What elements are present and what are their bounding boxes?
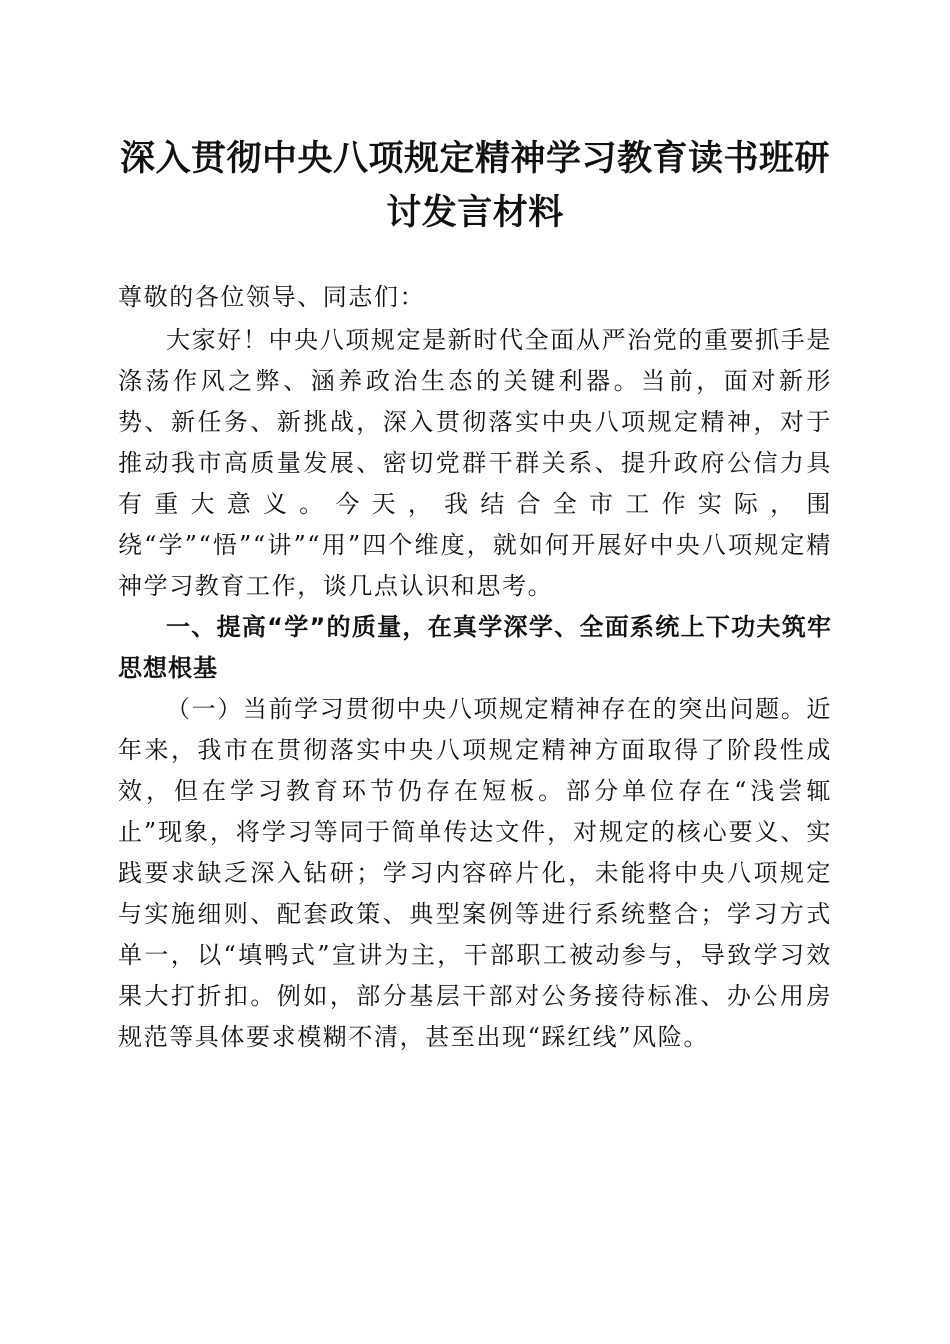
salutation: 尊敬的各位领导、同志们：	[118, 283, 426, 311]
intro-paragraph: 大家好！中央八项规定是新时代全面从严治党的重要抓手是涤荡作风之弊、涵养政治生态的关键利器。当前，面对新形势、新任务、新挑战，深入贯彻落实中央八项规定精神，对于推动我市高质量发展、密切党群干群关系、提升政府公信力具有重大意义。今天，我结合全市工作实际，围绕“学”“悟”“讲”“用”四个维度，就如何开展好中央八项规定精神学习教育工作，谈几点认识和思考。	[118, 326, 832, 600]
section-heading-1: 一、提高“学”的质量，在真学深学、全面系统上下功夫筑牢思想根基	[118, 613, 832, 682]
subsection-paragraph-1: （一）当前学习贯彻中央八项规定精神存在的突出问题。近年来，我市在贯彻落实中央八项规定精神方面取得了阶段性成效，但在学习教育环节仍存在短板。部分单位存在“浅尝辄止”现象，将学习等同于简单传达文件，对规定的核心要义、实践要求缺乏深入钻研；学习内容碎片化，未能将中央八项规定与实施细则、配套政策、典型案例等进行系统整合；学习方式单一，以“填鸭式”宣讲为主，干部职工被动参与，导致学习效果大打折扣。例如，部分基层干部对公务接待标准、办公用房规范等具体要求模糊不清，甚至出现“踩红线”风险。	[118, 695, 832, 1051]
document-body	[118, 277, 832, 1058]
document-title: 深入贯彻中央八项规定精神学习教育读书班研讨发言材料	[119, 138, 830, 233]
